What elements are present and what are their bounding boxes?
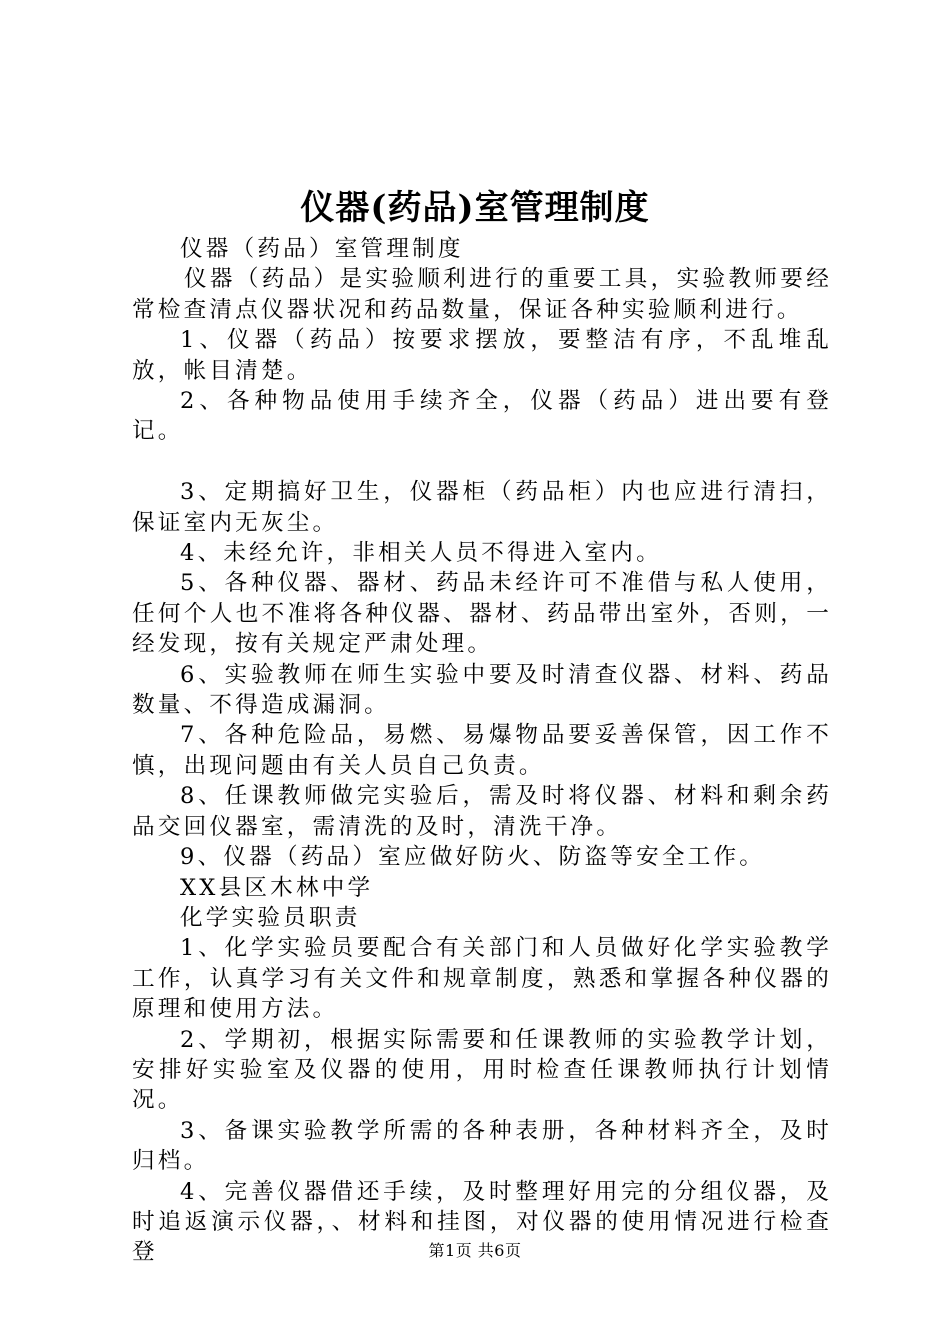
paragraph-school-name: XX县区木林中学 bbox=[180, 874, 374, 901]
paragraph-rule-5: 5、各种仪器、器材、药品未经许可不准借与私人使用，任何个人也不准将各种仪器、器材、药品带出室外，否则，一经发现，按有关规定严肃处理。 bbox=[132, 570, 832, 658]
paragraph-rule-9: 9、仪器（药品）室应做好防火、防盗等安全工作。 bbox=[180, 844, 766, 871]
document-title: 仪器(药品)室管理制度 bbox=[300, 188, 650, 228]
document-body bbox=[132, 234, 832, 1268]
paragraph-duty-1: 1、化学实验员要配合有关部门和人员做好化学实验教学工作，认真学习有关文件和规章制度，熟悉和掌握各种仪器的原理和使用方法。 bbox=[132, 935, 832, 1023]
paragraph-rule-3: 3、定期搞好卫生，仪器柜（药品柜）内也应进行清扫，保证室内无灰尘。 bbox=[132, 479, 832, 536]
paragraph-rule-2: 2、各种物品使用手续齐全，仪器（药品）进出要有登记。 bbox=[132, 388, 832, 445]
page-footer: 第1页 共6页 bbox=[428, 1241, 522, 1260]
paragraph-rule-1: 1、仪器（药品）按要求摆放，要整洁有序，不乱堆乱放，帐目清楚。 bbox=[132, 327, 832, 384]
paragraph-duty-4: 4、完善仪器借还手续，及时整理好用完的分组仪器，及时追返演示仪器，、材料和挂图，对仪器的使用情况进行检查登 bbox=[132, 1178, 832, 1266]
paragraph-section-heading: 化学实验员职责 bbox=[180, 904, 361, 931]
paragraph-rule-8: 8、任课教师做完实验后，需及时将仪器、材料和剩余药品交回仪器室，需清洗的及时，清洗干净。 bbox=[132, 783, 832, 840]
paragraph-subtitle: 仪器（药品）室管理制度 bbox=[180, 236, 464, 262]
paragraph-intro: 仪器（药品）是实验顺利进行的重要工具，实验教师要经常检查清点仪器状况和药品数量，保证各种实验顺利进行。 bbox=[132, 266, 832, 323]
paragraph-duty-2: 2、学期初，根据实际需要和任课教师的实验教学计划，安排好实验室及仪器的使用，用时检查任课教师执行计划情况。 bbox=[132, 1026, 832, 1114]
paragraph-rule-7: 7、各种危险品，易燃、易爆物品要妥善保管，因工作不慎，出现问题由有关人员自己负责。 bbox=[132, 722, 832, 779]
paragraph-rule-6: 6、实验教师在师生实验中要及时清查仪器、材料、药品数量、不得造成漏洞。 bbox=[132, 661, 832, 719]
paragraph-duty-3: 3、备课实验教学所需的各种表册，各种材料齐全，及时归档。 bbox=[132, 1117, 832, 1175]
paragraph-rule-4: 4、未经允许，非相关人员不得进入室内。 bbox=[180, 540, 662, 567]
blank-line bbox=[132, 447, 832, 477]
